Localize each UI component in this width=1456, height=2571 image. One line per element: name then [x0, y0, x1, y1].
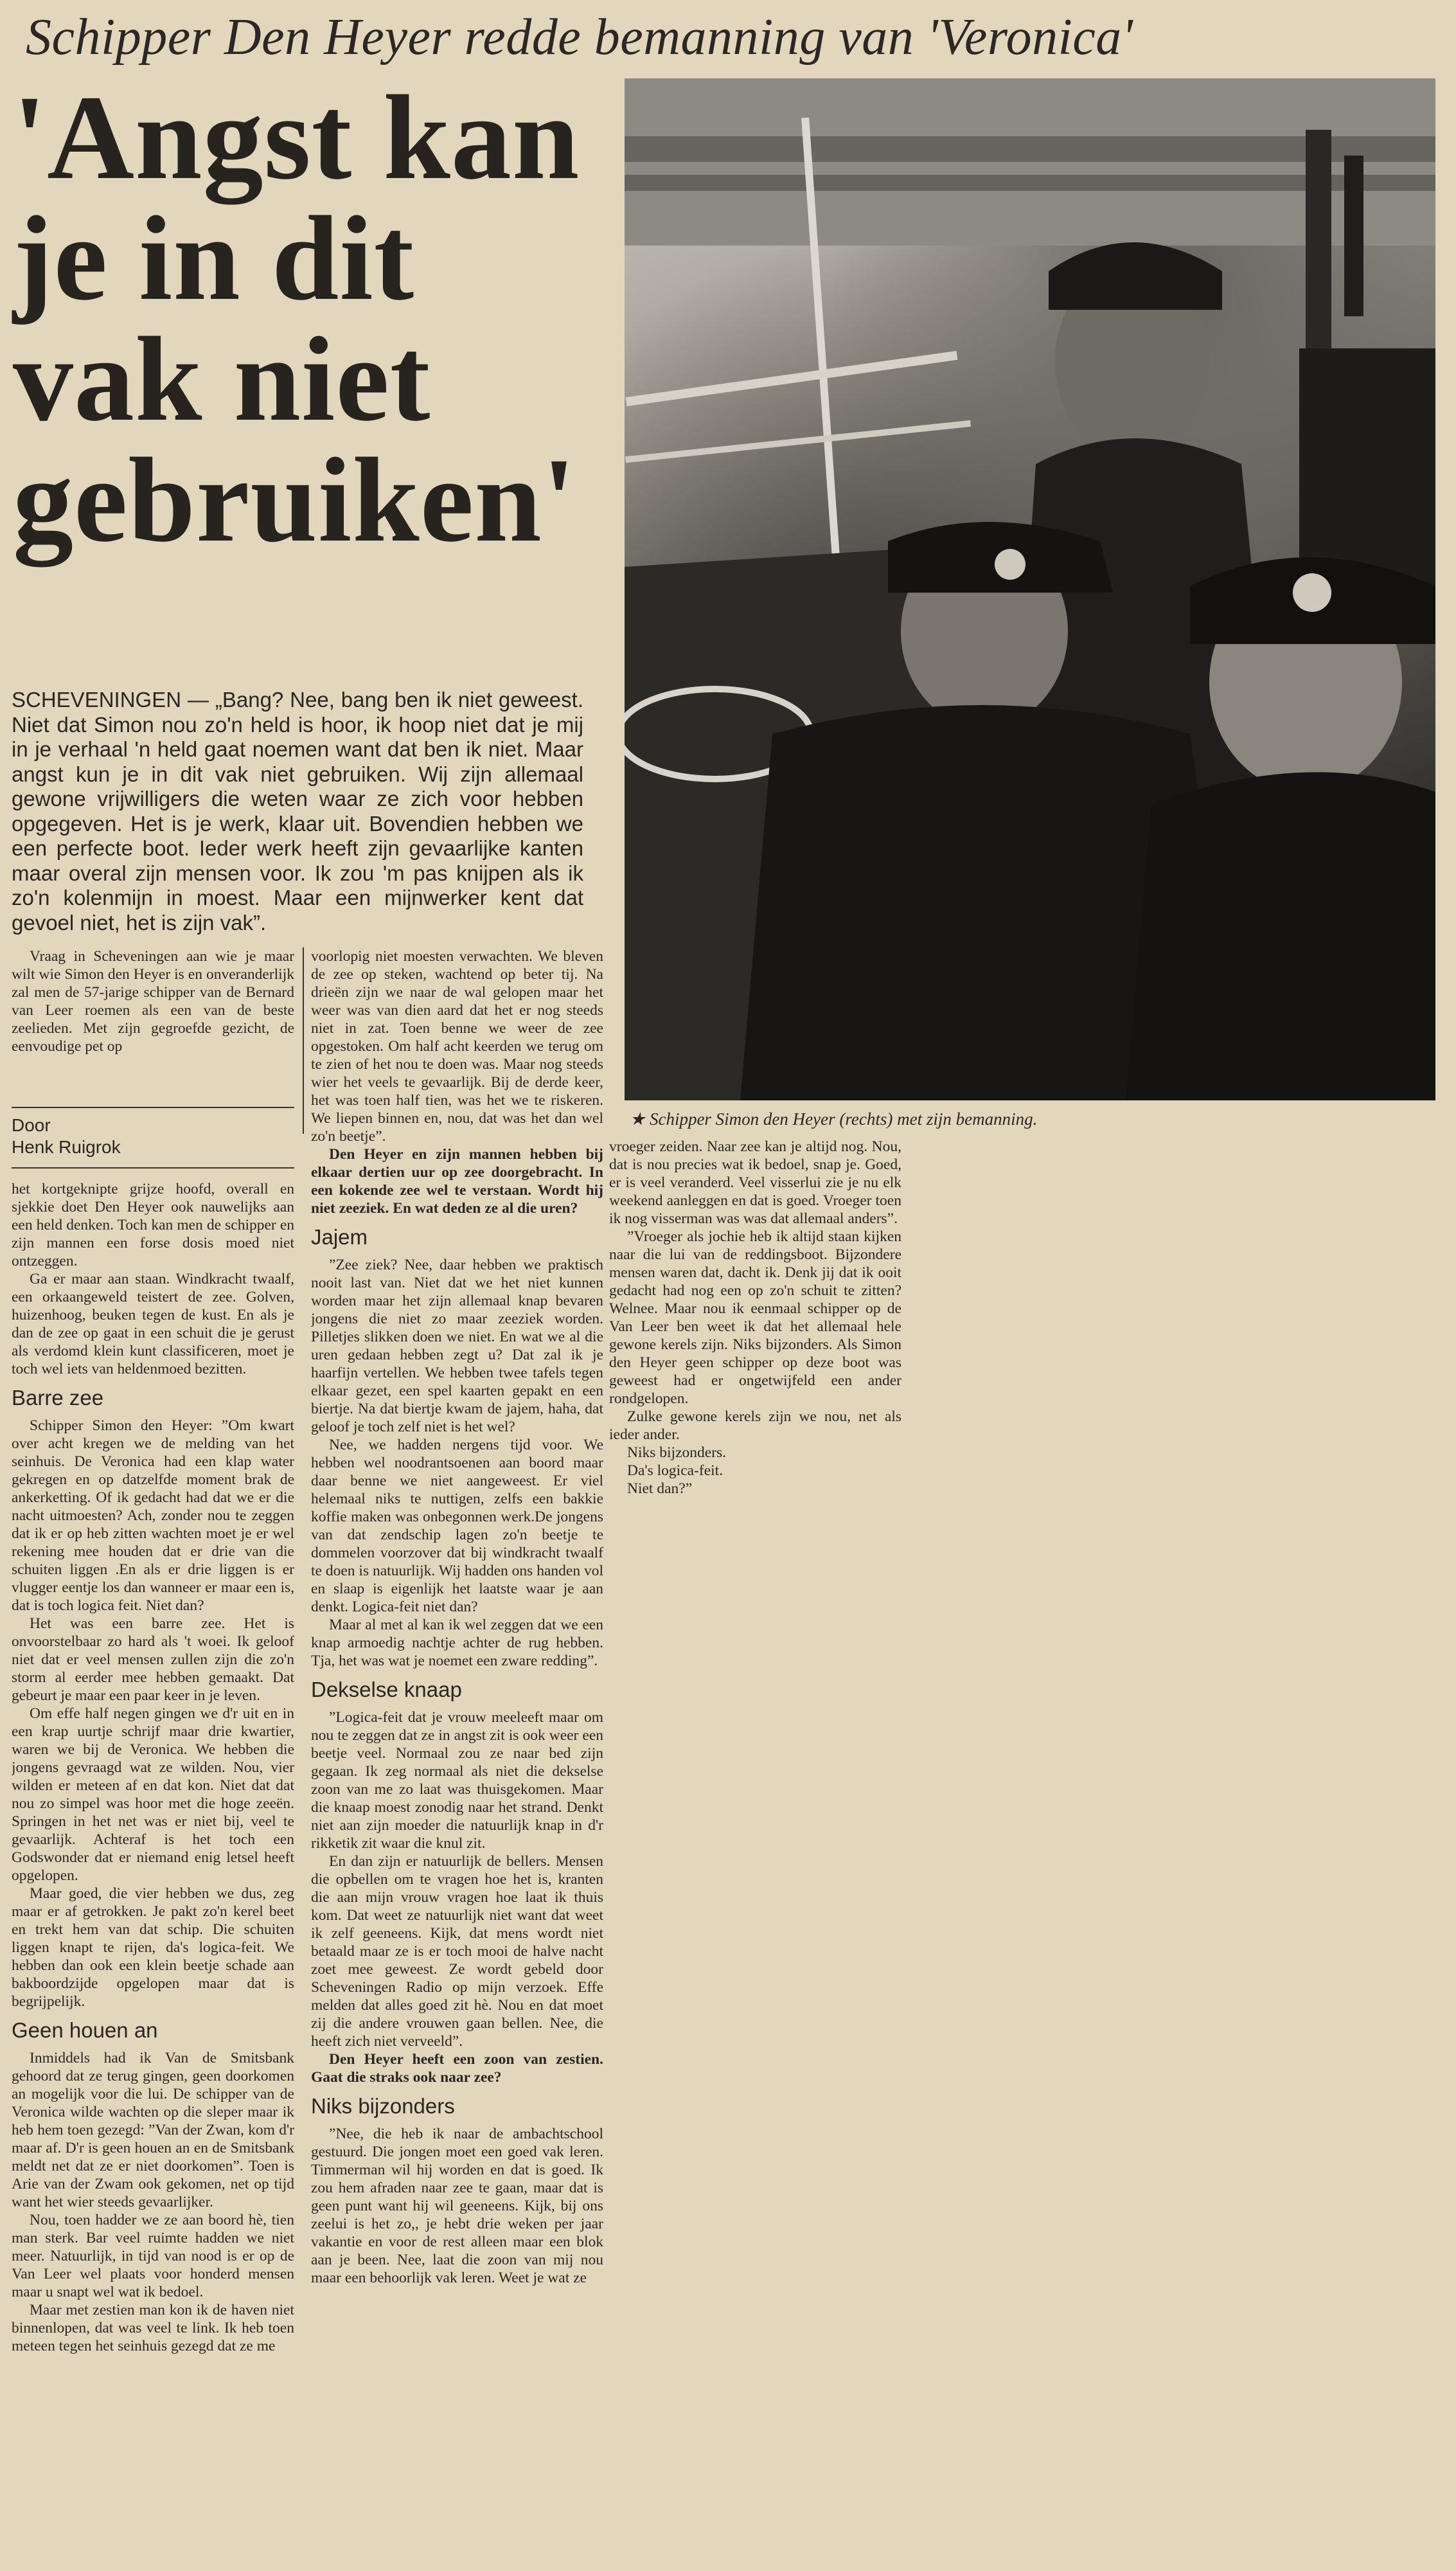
lead-paragraph: SCHEVENINGEN — „Bang? Nee, bang ben ik niet geweest. Niet dat Simon nou zo'n held is hoor, ik hoop niet dat je mij in je verhaal 'n held gaat noemen want dat ben ik niet. Maar angst kun je in dit vak niet gebruiken. Wij zijn allemaal gewone vrijwilligers die weten waar ze zich voor hebben opgegeven. Het is je werk, klaar uit. Bovendien hebben we een perfecte boot. Ieder werk heeft zijn gevaarlijke kanten maar overal zijn mensen voor. Ik zou 'm pas knijpen als ik zo'n kolenmijn in moest. Maar een mijnwerker kent dat gevoel niet, het is zijn vak”. [12, 688, 583, 935]
paragraph: En dan zijn er natuurlijk de bellers. Mensen die opbellen om te vragen hoe het is, kranten die aan mijn vrouw vragen hoe laat ik thuis kom. Dat weet ze natuurlijk niet want dat weet ik zelf geeneens. Kijk, dat mens wordt niet betaald maar ze is er toch mooi de halve nacht zoet mee geweest. Ze wordt gebeld door Scheveningen Radio op mijn verzoek. Effe melden dat alles goed zit hè. Nou en dat moet zij die andere vrouwen gaan bellen. Nee, die heeft zich niet verveeld”. [311, 1853, 603, 2050]
paragraph: Zulke gewone kerels zijn we nou, net als ieder ander. [609, 1408, 901, 1443]
overline-headline: Schipper Den Heyer redde bemanning van 'Veronica' [26, 9, 1133, 66]
paragraph: Schipper Simon den Heyer: ”Om kwart over acht kregen we de melding van het seinhuis. De Veronica had een klap water gekregen en op datzelfde moment brak de ankerketting. Of ik gedacht had dat we er die nacht uitmoesten? Ach, zonder nou te zeggen dat ik er op heb zitten wachten moet je er wel rekening mee houden dat er drie van die schuiten liggen .En als er drie liggen is er vlugger eentje los dan wanneer er maar een is, dat is toch logica feit. Niet dan? [12, 1417, 294, 1614]
paragraph: ”Logica-feit dat je vrouw meeleeft maar om nou te zeggen dat ze in angst zit is ook weer een beetje veel. Normaal zou ze naar bed zijn gegaan. Ik zeg normaal als niet die dekselse zoon van me zo laat was thuisgekomen. Maar die knaap moest zonodig naar het strand. Denkt niet aan zijn moeder die natuurlijk knap in d'r rikketik zit waar die knul zit. [311, 1709, 603, 1852]
byline-door: Door [12, 1115, 51, 1135]
paragraph: Ga er maar aan staan. Windkracht twaalf, een orkaangeweld teistert de zee. Golven, huizenhoog, beuken tegen de kust. En als je dan de zee op gaat in een schuit die je gerust als verdomd klein kunt classificeren, moet je toch wel iets van heldenmoed bezitten. [12, 1271, 294, 1377]
bold-question: Den Heyer en zijn mannen hebben bij elkaar dertien uur op zee doorgebracht. In een kokende zee wel te verstaan. Wordt hij niet zeeziek. En wat deden ze al die uren? [311, 1146, 603, 1217]
paragraph: ”Zee ziek? Nee, daar hebben we praktisch nooit last van. Niet dat we het niet kunnen worden maar het zijn allemaal knap bevaren jongens die niet zo maar zeeziek worden. Pilletjes slikken doen we niet. En wat we al die uren gedaan hebben zegt u? Dat zal ik je haarfijn vertellen. We hebben twee tafels tegen elkaar gezet, een spel kaarten gepakt en een biertje. Na dat biertje kwam de jajem, haha, dat geloof je toch zelf niet is het wel? [311, 1257, 603, 1435]
subheading-geen-houen-an: Geen houen an [12, 2018, 158, 2042]
column-3 [609, 1138, 901, 1536]
paragraph: vroeger zeiden. Naar zee kan je altijd nog. Nou, dat is nou precies wat ik bedoel, snap je. Goed, er is veel veranderd. Veel visserlui zie je nu elk weekend aanleggen en dat is goed. Vroeger toen ik nog visserman was was dat allemaal anders”. [609, 1138, 901, 1227]
crew-photo [625, 78, 1435, 1100]
paragraph: ”Nee, die heb ik naar de ambachtschool gestuurd. Die jongen moet een goed vak leren. Timmerman wil hij worden en dat is goed. Ik zou hem afraden naar zee te gaan, maar dat is geen punt want hij wil geeneens. Kijk, bij ons zeelui is het zo,, je hebt drie weken per jaar vakantie en voor de rest alleen maar een blok aan je been. Nee, laat die zoon van mij nou maar een behoorlijk vak leren. Weet je wat ze [311, 2126, 603, 2286]
headline-line-4: gebruiken' [13, 433, 577, 567]
paragraph: Maar al met al kan ik wel zeggen dat we een knap armoedig nachtje achter de rug hebben. Tja, het was wat je noemet een zware redding”. [311, 1617, 603, 1669]
paragraph: Maar met zestien man kon ik de haven niet binnenlopen, dat was veel te link. Ik heb toen meteen tegen het seinhuis gezegd dat ze me [12, 2302, 294, 2354]
byline-author: Henk Ruigrok [12, 1137, 121, 1157]
bold-question: Den Heyer heeft een zoon van zestien. Gaat die straks ook naar zee? [311, 2051, 603, 2086]
paragraph: Het was een barre zee. Het is onvoorstelbaar zo hard als 't woei. Ik geloof niet dat er veel mensen zullen zijn die zo'n storm al eerder mee hebben gemaakt. Dat gebeurt je maar een paar keer in je leven. [12, 1615, 294, 1704]
paragraph: Nou, toen hadder we ze aan boord hè, tien man sterk. Bar veel ruimte hadden we niet meer. Natuurlijk, in tijd van nood is er op de Van Leer wel plaats voor honderd mensen maar u snapt wel wat ik bedoel. [12, 2212, 294, 2300]
column-1-body [12, 1180, 294, 2562]
headline-line-3: vak niet [13, 312, 431, 446]
paragraph: voorlopig niet moesten verwachten. We bleven de zee op steken, wachtend op beter tij. Na drieën zijn we naar de wal gelopen maar het weer was van dien aard dat het er nog steeds niet in zat. Toen benne we weer de zee opgestoken. Om half acht keerden we terug om te zien of het nou te doen was. Maar nog steeds wier het veels te gevaarlijk. Bij de derde keer, het was toen half tien, was het we te riskeren. We liepen binnen en, nou, dat was het dan wel zo'n beetje”. [311, 948, 603, 1145]
paragraph: Maar goed, die vier hebben we dus, zeg maar er af getrokken. Je pakt zo'n kerel beet en trekt hem van dat schip. Die schuiten liggen knapt te rijen, da's logica-feit. We hebben dan ook een klein beetje schade aan bakboordzijde opgelopen maar dat is begrijpelijk. [12, 1885, 294, 2010]
photo-caption: ★ Schipper Simon den Heyer (rechts) met zijn bemanning. [630, 1109, 1038, 1129]
column-rule [303, 947, 304, 1134]
paragraph: Niet dan?” [627, 1480, 693, 1497]
headline-line-2: je in dit [13, 191, 415, 325]
main-headline [13, 70, 617, 681]
column-2 [311, 947, 603, 2561]
headline-line-1: 'Angst kan [13, 70, 580, 204]
subheading-barre-zee: Barre zee [12, 1386, 104, 1410]
byline [12, 1107, 294, 1169]
subheading-niks-bijzonders: Niks bijzonders [311, 2094, 455, 2118]
paragraph: Niks bijzonders. [627, 1444, 727, 1461]
paragraph: ”Vroeger als jochie heb ik altijd staan kijken naar die lui van de reddingsboot. Bijzondere mensen waren dat, dacht ik. Denk jij dat ik ooit gedacht had nog een op zo'n schuit te zitten? Welnee. Maar nou ik eenmaal schipper op de Van Leer ben weet ik dat het allemaal hele gewone kerels zijn. Niks bijzonders. Als Simon den Heyer geen schipper op deze boot was geweest had er ongetwijfeld een ander rondgelopen. [609, 1228, 901, 1407]
paragraph: Vraag in Scheveningen aan wie je maar wilt wie Simon den Heyer is en onveranderlijk zal men de 57-jarige schipper van de Bernard van Leer roemen als een van de beste zeelieden. Met zijn gegroefde gezicht, de eenvoudige pet op [12, 948, 294, 1055]
subheading-jajem: Jajem [311, 1225, 368, 1249]
paragraph: Om effe half negen gingen we d'r uit en in een krap uurtje schrijf maar drie kwartier, waren we bij de Veronica. We hebben die jongens gevraagd wat ze wilden. Nou, vier wilden er meteen af en dat kon. Niet dat dat nou zo simpel was hoor met die hoge zeeën. Springen in het net was er niet bij, veel te gevaarlijk. Achteraf is het toch een Godswonder dat er niemand enig letsel heeft opgelopen. [12, 1705, 294, 1884]
paragraph: Da's logica-feit. [627, 1462, 724, 1479]
paragraph: het kortgeknipte grijze hoofd, overall en sjekkie doet Den Heyer ook nauwelijks aan een held denken. Toch kan men de schipper en zijn mannen een forse dosis moed niet ontzeggen. [12, 1181, 294, 1269]
subheading-dekselse-knaap: Dekselse knaap [311, 1678, 462, 1701]
paragraph: Inmiddels had ik Van de Smitsbank gehoord dat ze terug gingen, geen doorkomen an mogelijk voor die lui. De schipper van de Veronica wilde wachten op die sleper maar ik heb hem toen gezegd: ”Van der Zwan, kom d'r maar af. D'r is geen houen an en de Smitsbank meldt net dat ze er niet doorkomen”. Toen is Arie van der Zwam ook gekomen, net op tijd want het wier steeds gevaarlijker. [12, 2050, 294, 2210]
paragraph: Nee, we hadden nergens tijd voor. We hebben wel noodrantsoenen aan boord maar daar benne we niet aangeweest. Er viel helemaal niks te nuttigen, zelfs een bakkie koffie maken was onbegonnen werk.De jongens van dat zendschip lagen zo'n beetje te dommelen voorzover dat bij windkracht twaalf te doen is natuurlijk. Wij hadden ons handen vol en slaap is eigenlijk het laatste waar je aan denkt. Logica-feit niet dan? [311, 1437, 603, 1615]
